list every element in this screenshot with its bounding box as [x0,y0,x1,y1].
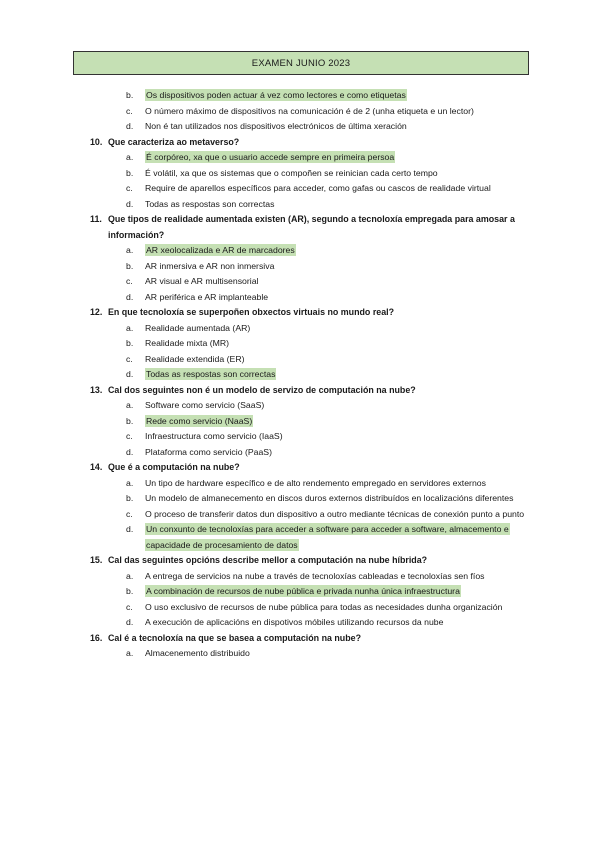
option-text: Un conxunto de tecnoloxías para acceder a software para acceder a software, almacemento e capacidade de procesamiento de datos [146,524,509,550]
question-number: 15. [90,555,103,565]
question [90,383,600,399]
answer-option [126,259,600,275]
option-letter: c. [126,105,133,116]
option-letter: a. [126,400,134,410]
option-text: Require de aparellos específicos para acceder, como gafas ou cascos de realidade virtual [145,183,491,193]
option-letter: a. [126,322,134,333]
option-letter: c. [126,601,133,612]
option-text: A combinación de recursos de nube pública e privada nunha única infraestructura [146,586,460,596]
answer-option-correct [126,150,600,166]
question-text: Que caracteriza ao metaverso? [108,136,240,147]
question-text: Cal é a tecnoloxía na que se basea a computación na nube? [108,632,362,643]
question [90,553,600,569]
question [90,212,600,243]
question-number: 14. [90,462,103,472]
option-letter: d. [126,291,134,302]
option-letter: b. [126,90,134,100]
option-text: Os dispositivos poden actuar á vez como lectores e como etiquetas [146,90,406,100]
answer-option [126,491,600,507]
question [90,135,600,151]
option-text: Realidade aumentada (AR) [145,322,251,333]
option-letter: d. [126,524,134,534]
option-text: Almacenemento distribuido [145,648,250,658]
option-text: A entrega de servicios na nube a través de tecnoloxías cableadas e tecnoloxías sen fíos [145,570,485,581]
question [90,631,600,647]
option-letter: d. [126,121,134,131]
answer-option [126,398,600,414]
option-text: AR xeolocalizada e AR de marcadores [146,245,295,255]
answer-option [126,615,600,631]
question-text: Que tipos de realidade aumentada existen (AR), segundo a tecnoloxía empregada para amosar a información? [108,214,515,240]
option-text: AR inmersiva e AR non inmersiva [145,260,275,271]
option-text: Un tipo de hardware específico e de alto rendemento empregado en servidores externos [145,477,486,488]
option-text: É corpóreo, xa que o usuario accede sempre en primeira persoa [146,152,395,162]
question-number: 13. [90,384,103,395]
question-text: Que é a computación na nube? [108,462,240,472]
question-number: 10. [90,136,103,147]
answer-option [126,104,600,120]
option-letter: c. [126,183,133,193]
answer-option [126,476,600,492]
option-letter: b. [126,415,134,426]
option-letter: a. [126,477,134,488]
question-text: Cal das seguintes opcións describe mellor a computación na nube híbrida? [108,555,428,565]
option-letter: b. [126,493,134,503]
option-text: Rede como servicio (NaaS) [146,415,253,426]
option-text: Todas as respostas son correctas [146,369,276,379]
option-letter: d. [126,369,134,379]
option-text: O número máximo de dispositivos na comunicación é de 2 (unha etiqueta e un lector) [145,105,474,116]
answer-option [126,336,600,352]
question-text: Cal dos seguintes non é un modelo de servizo de computación na nube? [108,384,416,395]
answer-option [126,352,600,368]
option-text: Non é tan utilizados nos dispositivos electrónicos de última xeración [145,121,407,131]
option-text: Plataforma como servicio (PaaS) [145,446,272,457]
option-letter: c. [126,431,133,441]
option-letter: d. [126,446,134,457]
option-text: É volátil, xa que os sistemas que o compoñen se reinician cada certo tempo [145,167,438,178]
option-text: Un modelo de almanecemento en discos duros externos distribuídos en localizacións diferentes [145,493,514,503]
answer-option-correct [126,243,600,259]
option-text: Todas as respostas son correctas [145,198,275,209]
question-text: En que tecnoloxía se superpoñen obxectos virtuais no mundo real? [108,307,395,317]
answer-option [126,119,600,135]
option-letter: b. [126,260,134,271]
answer-option [126,197,600,213]
answer-option [126,646,600,662]
option-letter: c. [126,276,133,286]
question-number: 12. [90,307,103,317]
option-letter: a. [126,152,134,162]
option-text: AR visual e AR multisensorial [145,276,259,286]
question [90,460,600,476]
answer-option [126,274,600,290]
option-letter: c. [126,353,133,364]
answer-option [126,600,600,616]
answer-option [126,429,600,445]
answer-option-correct [126,522,600,553]
answer-option-correct [126,367,600,383]
question [90,305,600,321]
exam-content [0,88,600,662]
option-letter: b. [126,338,134,348]
option-letter: d. [126,617,134,627]
question-number: 16. [90,632,103,643]
answer-option-correct [126,414,600,430]
answer-option [126,507,600,523]
option-letter: b. [126,586,134,596]
answer-option [126,181,600,197]
option-letter: c. [126,508,133,519]
option-letter: a. [126,245,134,255]
question-number: 11. [90,214,102,224]
answer-option [126,445,600,461]
option-letter: a. [126,648,134,658]
option-text: O uso exclusivo de recursos de nube pública para todas as necesidades dunha organización [145,601,503,612]
answer-option [126,569,600,585]
option-letter: b. [126,167,134,178]
option-text: O proceso de transferir datos dun dispositivo a outro mediante técnicas de conexión punto a punto [145,508,525,519]
answer-option [126,321,600,337]
answer-option [126,166,600,182]
option-text: Realidade extendida (ER) [145,353,245,364]
option-text: Software como servicio (SaaS) [145,400,265,410]
answer-option-correct [126,88,600,104]
option-text: Infraestructura como servicio (IaaS) [145,431,283,441]
answer-option-correct [126,584,600,600]
option-text: AR periférica e AR implanteable [145,291,269,302]
option-letter: a. [126,570,134,581]
option-text: A execución de aplicacións en dispotivos móbiles utilizando recursos da nube [145,617,444,627]
option-text: Realidade mixta (MR) [145,338,230,348]
option-letter: d. [126,198,134,209]
exam-title: EXAMEN JUNIO 2023 [73,51,529,75]
answer-option [126,290,600,306]
